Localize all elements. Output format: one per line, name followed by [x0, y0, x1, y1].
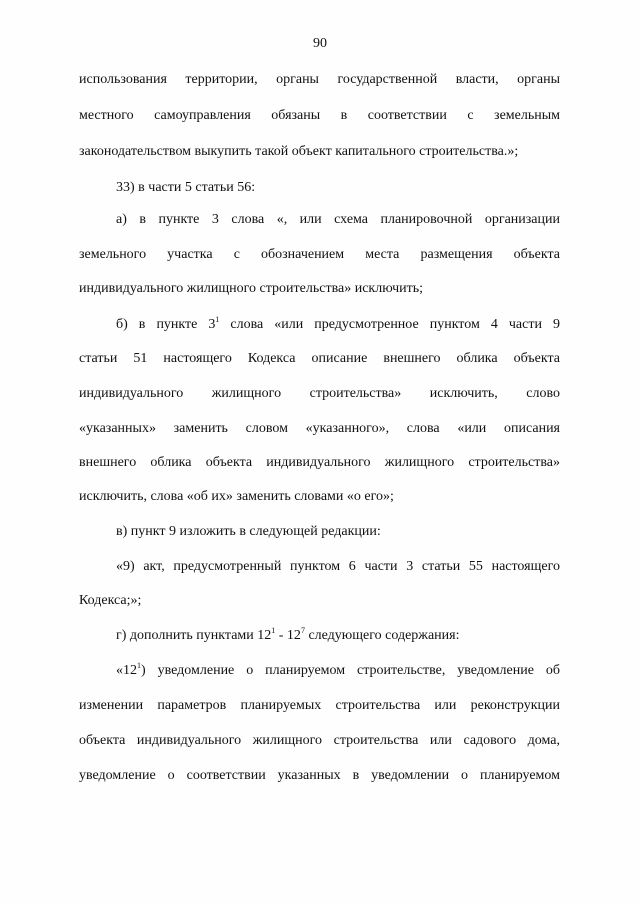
text-fragment: г) дополнить пунктами 12	[116, 628, 272, 643]
text-fragment: слова «или предусмотренное пунктом 4 части 9	[219, 317, 560, 332]
text-line	[116, 626, 560, 646]
text-line: внешнего облика объекта индивидуального жилищного строительства»	[79, 455, 560, 470]
text-line: объекта индивидуального жилищного строительства или садового дома,	[79, 733, 560, 748]
text-line: «9) акт, предусмотренный пунктом 6 части 3 статьи 55 настоящего	[116, 559, 560, 574]
text-line: индивидуального жилищного строительства» исключить;	[79, 281, 424, 296]
text-fragment: «12	[116, 663, 137, 678]
text-line: в) пункт 9 изложить в следующей редакции:	[116, 524, 381, 539]
page-number: 90	[313, 36, 327, 51]
text-line: индивидуального жилищного строительства» исключить, слово	[79, 386, 560, 401]
superscript: 7	[300, 626, 305, 635]
text-line: статьи 51 настоящего Кодекса описание внешнего облика объекта	[79, 351, 560, 366]
text-line: 33) в части 5 статьи 56:	[116, 180, 256, 195]
superscript: 1	[137, 661, 141, 670]
text-line: Кодекса;»;	[79, 593, 142, 608]
text-line: местного самоуправления обязаны в соответствии с земельным	[79, 108, 560, 123]
text-line: использования территории, органы государственной власти, органы	[79, 72, 560, 87]
text-line: земельного участка с обозначением места размещения объекта	[79, 247, 560, 262]
superscript: 1	[215, 315, 220, 324]
text-line: исключить, слова «об их» заменить словами «о его»;	[79, 489, 394, 504]
text-fragment: - 12	[275, 628, 301, 643]
text-fragment: следующего содержания:	[304, 628, 460, 643]
text-fragment: ) уведомление о планируемом строительстве, уведомление об	[141, 663, 560, 678]
text-fragment: б) в пункте 3	[116, 317, 216, 332]
text-line: уведомление о соответствии указанных в уведомлении о планируемом	[79, 768, 560, 783]
text-line: «указанных» заменить словом «указанного», слова «или описания	[79, 421, 560, 436]
text-line: а) в пункте 3 слова «, или схема планировочной организации	[116, 212, 560, 227]
text-line	[116, 315, 560, 335]
text-line: изменении параметров планируемых строительства или реконструкции	[79, 698, 560, 713]
superscript: 1	[271, 626, 276, 635]
text-line: законодательством выкупить такой объект капитального строительства.»;	[79, 144, 519, 159]
text-line	[116, 661, 560, 681]
